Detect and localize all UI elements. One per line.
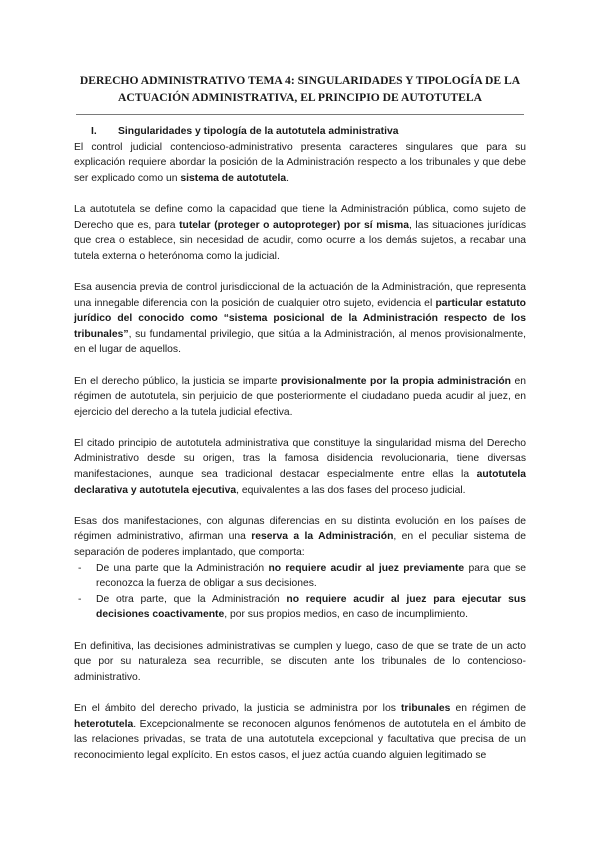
section-title: Singularidades y tipología de la autotutela administrativa xyxy=(118,126,399,137)
paragraph-bold-text: particular estatuto jurídico del conocido como “sistema posicional de la Administración respecto de los tribunales” xyxy=(74,297,526,340)
paragraph-bold-text: heterotutela xyxy=(74,718,134,730)
paragraph-text: El control judicial contencioso-administrativo presenta caracteres singulares que para su explicación requiere abordar la posición de la Administración respecto a los tribunales y que debe ser explicado como un xyxy=(74,141,526,184)
paragraph-text: Esa ausencia previa de control jurisdiccional de la actuación de la Administración, que representa una innegable diferencia con la posición de cualquier otro sujeto, evidencia el xyxy=(74,281,526,309)
paragraph-bold-text: tribunales xyxy=(400,702,451,714)
paragraph-text: , en el peculiar sistema de separación de poderes implantado, que comporta: xyxy=(74,531,526,559)
paragraph-text: , las situaciones jurídicas que crea o establece, sin necesidad de acudir, como ocurre a los demás sujetos, a recabar una tutela externa o heterónoma como la judicial. xyxy=(74,219,527,262)
dash-list xyxy=(74,561,526,623)
list-item-bold-text: no requiere acudir al juez para ejecutar sus decisiones coactivamente xyxy=(96,593,526,621)
title-divider xyxy=(76,114,524,115)
paragraph-7 xyxy=(74,639,526,686)
paragraph-8 xyxy=(74,701,526,763)
paragraph-2 xyxy=(74,202,526,264)
list-item xyxy=(74,561,526,592)
paragraph-text: En el derecho público, la justicia se imparte xyxy=(74,375,281,387)
section-heading xyxy=(74,124,526,140)
paragraph-text: La autotutela se define como la capacidad que tiene la Administración pública, como sujeto de Derecho que es, para xyxy=(74,203,526,231)
paragraph-6 xyxy=(74,514,526,561)
paragraph-text: . xyxy=(286,172,290,184)
paragraph-text: en régimen de xyxy=(450,702,526,714)
paragraph-5 xyxy=(74,436,526,498)
paragraph-text: En definitiva, las decisiones administrativas se cumplen y luego, caso de que se trate de un acto que por su naturaleza sea recurrible, se discuten ante los tribunales de lo contencioso-administrativo. xyxy=(74,640,526,683)
list-item-text: De una parte que la Administración xyxy=(96,562,269,574)
paragraph-text: En el ámbito del derecho privado, la justicia se administra por los xyxy=(74,702,401,714)
paragraph-text: , equivalentes a las dos fases del proceso judicial. xyxy=(236,484,466,496)
paragraph-bold-text: sistema de autotutela xyxy=(180,172,287,184)
paragraph-text: en régimen de autotutela, sin perjuicio de que posteriormente el ciudadano pueda acudir al juez, en ejercicio del derecho a la tutela judicial efectiva. xyxy=(74,375,527,418)
document-title: DERECHO ADMINISTRATIVO TEMA 4: SINGULARIDADES Y TIPOLOGÍA DE LA ACTUACIÓN ADMINISTRATIVA, EL PRINCIPIO DE AUTOTUTELA xyxy=(79,74,521,104)
list-item-text: , por sus propios medios, en caso de incumplimiento. xyxy=(224,609,468,621)
paragraph-1 xyxy=(74,140,526,187)
paragraph-bold-text: autotutela declarativa y autotutela ejecutiva xyxy=(74,469,526,496)
paragraph-bold-text: tutelar (proteger o autoproteger) por sí misma xyxy=(179,219,409,231)
paragraph-text: , su fundamental privilegio, que sitúa a la Administración, al menos provisionalmente, en el lugar de aquellos. xyxy=(74,328,526,356)
section-number: I. xyxy=(91,126,97,137)
paragraph-3 xyxy=(74,280,526,358)
document-body xyxy=(74,124,526,779)
list-item-text: para que se reconozca la fuerza de obligar a sus decisiones. xyxy=(96,562,526,590)
paragraph-bold-text: provisionalmente por la propia administración xyxy=(280,375,511,387)
list-item-text: De otra parte, que la Administración xyxy=(96,593,287,605)
list-item xyxy=(74,592,526,623)
paragraph-text: . Excepcionalmente se reconocen algunos fenómenos de autotutela en el ámbito de las relaciones privadas, se trata de una autotutela excepcional y facultativa que precisa de un reconocimiento legal explícito. En estos casos, el juez actúa cuando alguien legitimado se xyxy=(74,718,526,761)
paragraph-4 xyxy=(74,374,526,421)
list-item-bold-text: no requiere acudir al juez previamente xyxy=(268,562,465,574)
paragraph-text: El citado principio de autotutela administrativa que constituye la singularidad misma del Derecho Administrativo desde su origen, tras la famosa disidencia revolucionaria, tiene diversas manifestaciones, aunque sea tradicional destacar especialmente entre ellas la xyxy=(74,437,526,481)
paragraph-bold-text: reserva a la Administración xyxy=(251,531,394,543)
paragraph-text: Esas dos manifestaciones, con algunas diferencias en su distinta evolución en los países de régimen administrativo, afirman una xyxy=(74,515,526,543)
